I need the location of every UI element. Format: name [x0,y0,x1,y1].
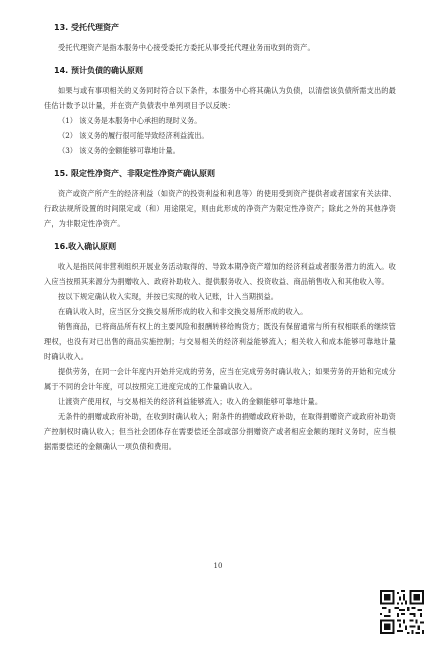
section-16-paragraph-6: 让渡资产使用权，与交易相关的经济利益能够流入；收入的金额能够可靠地计量。 [58,397,323,406]
section-14-item-2: （2） 该义务的履行很可能导致经济利益流出。 [58,131,209,140]
section-13-heading: 13. 受托代理资产 [54,23,119,32]
section-16-paragraph-2: 按以下规定确认收入实现，并按已实现的收入记账，计入当期损益。 [58,292,279,301]
section-14-heading: 14. 预计负债的确认原则 [54,66,143,75]
section-14-item-1: （1） 该义务是本服务中心承担的现时义务。 [58,116,202,125]
section-16-paragraph-5: 提供劳务，在同一会计年度内开始并完成的劳务，应当在完成劳务时确认收入；如果劳务的开始和完成分属于不同的会计年度，可以按照完工进度完成的工作量确认收入。 [44,367,396,391]
qr-code-icon [380,590,424,634]
section-16-heading: 16.收入确认原则 [54,242,117,251]
section-13-paragraph: 受托代理资产是指本服务中心接受委托方委托从事受托代理业务而收到的资产。 [58,43,315,52]
document-content [44,22,396,454]
section-14-item-3: （3） 该义务的金额能够可靠地计量。 [58,146,180,155]
section-16-paragraph-7: 无条件的捐赠或政府补助，在收到时确认收入；附条件的捐赠或政府补助，在取得捐赠资产或政府补助资产控制权时确认收入；但当社会团体存在需要偿还全部或部分捐赠资产或者相应金额的现时义务时，应当根据需要偿还的金额确认一项负债和费用。 [44,412,396,451]
section-16-paragraph-4: 销售商品，已将商品所有权上的主要风险和报酬转移给购货方；既没有保留通常与所有权相联系的继续管理权，也没有对已出售的商品实施控制；与交易相关的经济利益能够流入；相关收入和成本能够可靠地计量时确认收入。 [44,322,396,361]
section-16-paragraph-1: 收入是指民间非营利组织开展业务活动取得的、导致本期净资产增加的经济利益或者服务潜力的流入。收入应当按照其来源分为捐赠收入、政府补助收入、提供服务收入、投资收益、商品销售收入和其他收入等。 [44,262,396,286]
section-16-paragraph-3: 在确认收入时，应当区分交换交易所形成的收入和非交换交易所形成的收入。 [58,307,308,316]
section-14-intro: 如果与或有事项相关的义务同时符合以下条件，本服务中心将其确认为负债，以清偿该负债所需支出的最佳估计数予以计量，并在资产负债表中单列项目予以反映： [44,86,396,110]
section-15-heading: 15. 限定性净资产、非限定性净资产确认原则 [54,169,215,178]
page-number: 10 [213,562,223,570]
section-15-paragraph: 资产或资产所产生的经济利益（如资产的投资利益和利息等）的使用受到资产提供者或者国家有关法律、行政法规所设置的时间限定或（和）用途限定，则由此形成的净资产为限定性净资产；除此之外的其他净资产，为非限定性净资产。 [44,189,396,228]
